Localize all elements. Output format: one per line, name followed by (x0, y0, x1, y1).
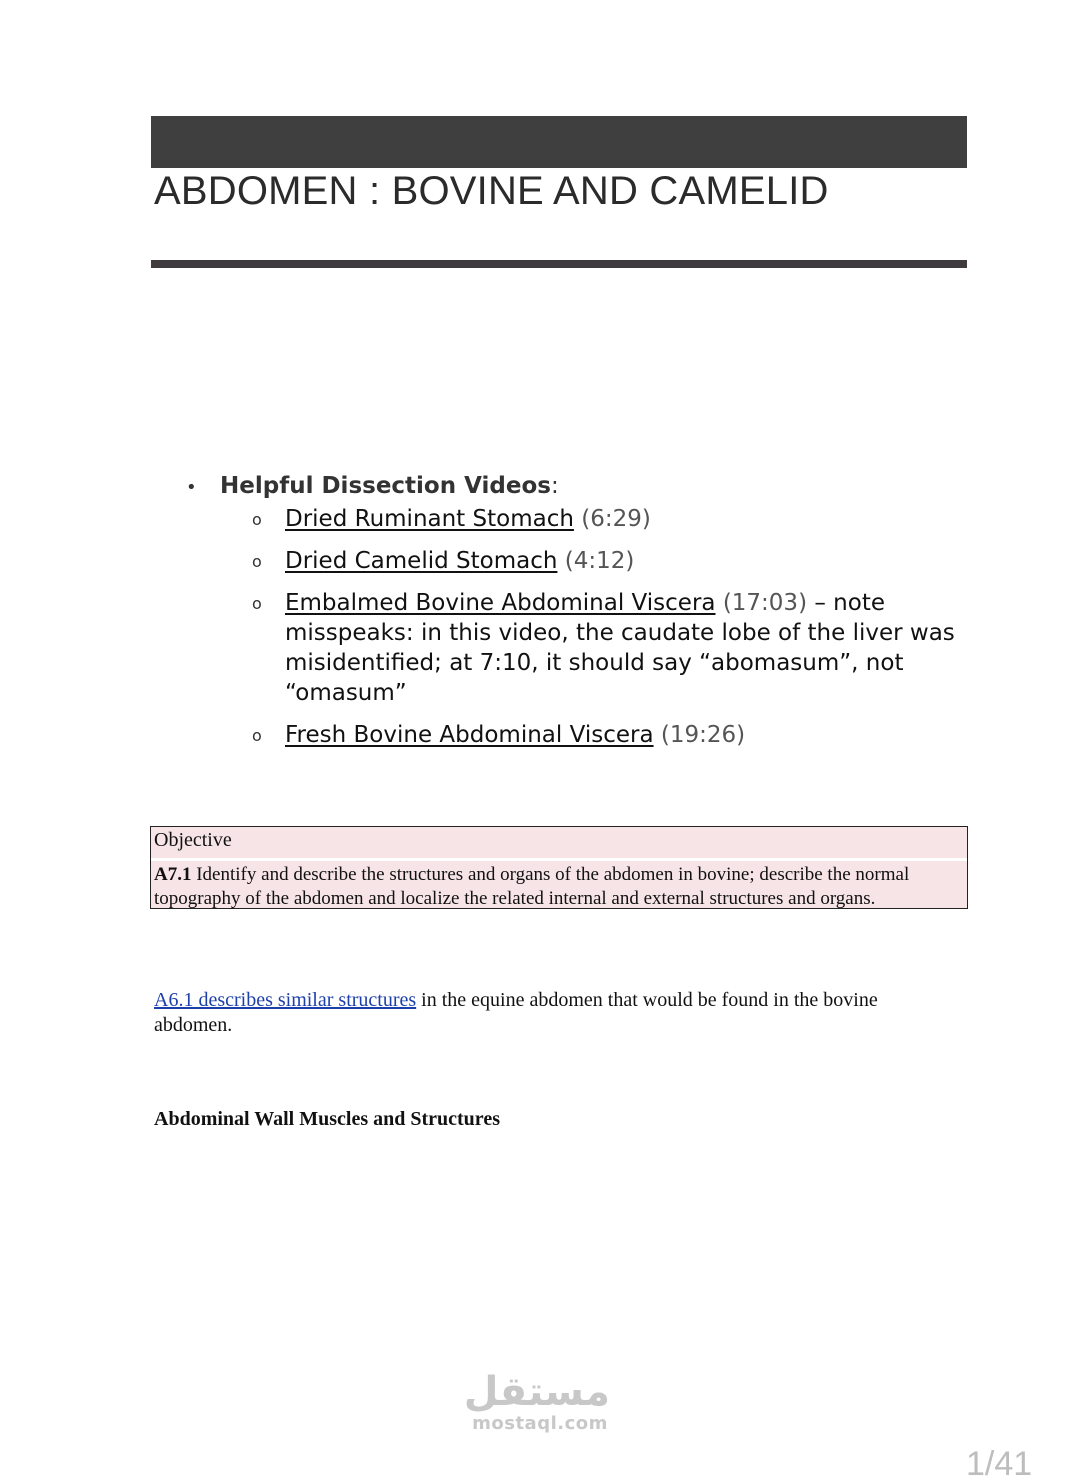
title-underline-rule (151, 260, 967, 268)
watermark-latin: mostaql.com (472, 1413, 608, 1434)
page-indicator: 1/41 (966, 1445, 1033, 1483)
title-header-bar (151, 116, 967, 168)
mostaql-watermark (463, 1369, 610, 1434)
bullet-icon: • (186, 477, 197, 498)
videos-heading-colon: : (550, 473, 559, 499)
objective-code: A7.1 (154, 864, 192, 885)
video-duration: (17:03) (722, 590, 808, 616)
section-heading: Abdominal Wall Muscles and Structures (154, 1108, 500, 1130)
reference-link[interactable]: A6.1 describes similar structures (154, 989, 417, 1011)
videos-heading (186, 470, 986, 504)
videos-heading-label: Helpful Dissection Videos (220, 473, 551, 499)
video-note: – note misspeaks: in this video, the caudate lobe of the liver was misidentified; at 7:10, it should say “abomasum”, not “omasum” (285, 590, 955, 706)
video-list-item (186, 504, 986, 534)
circle-bullet-icon: o (252, 594, 262, 613)
watermark-arabic: مستقل (463, 1369, 610, 1415)
circle-bullet-icon: o (252, 510, 262, 529)
reference-text: in the equine abdomen that would be found in the bovine abdomen. (154, 989, 878, 1036)
video-duration: (19:26) (660, 722, 746, 748)
video-link-fresh-bovine-abdominal-viscera[interactable]: Fresh Bovine Abdominal Viscera (285, 722, 654, 748)
objective-table (150, 826, 968, 909)
document-title: ABDOMEN : BOVINE AND CAMELID (154, 169, 829, 213)
objective-text: Identify and describe the structures and organs of the abdomen in bovine; describe the normal topography of the abdomen and localize the related internal and external structures and organs. (154, 864, 910, 909)
circle-bullet-icon: o (252, 726, 262, 745)
video-list (186, 504, 986, 750)
helpful-videos-section (186, 470, 986, 762)
circle-bullet-icon: o (252, 552, 262, 571)
video-list-item (186, 588, 986, 708)
video-list-item (186, 720, 986, 750)
objective-body (151, 861, 967, 911)
video-link-dried-camelid-stomach[interactable]: Dried Camelid Stomach (285, 548, 558, 574)
video-list-item (186, 546, 986, 576)
video-link-embalmed-bovine-abdominal-viscera[interactable]: Embalmed Bovine Abdominal Viscera (285, 590, 716, 616)
video-link-dried-ruminant-stomach[interactable]: Dried Ruminant Stomach (285, 506, 574, 532)
video-duration: (4:12) (564, 548, 635, 574)
video-duration: (6:29) (581, 506, 651, 532)
objective-header: Objective (151, 827, 967, 861)
reference-paragraph (154, 988, 954, 1038)
